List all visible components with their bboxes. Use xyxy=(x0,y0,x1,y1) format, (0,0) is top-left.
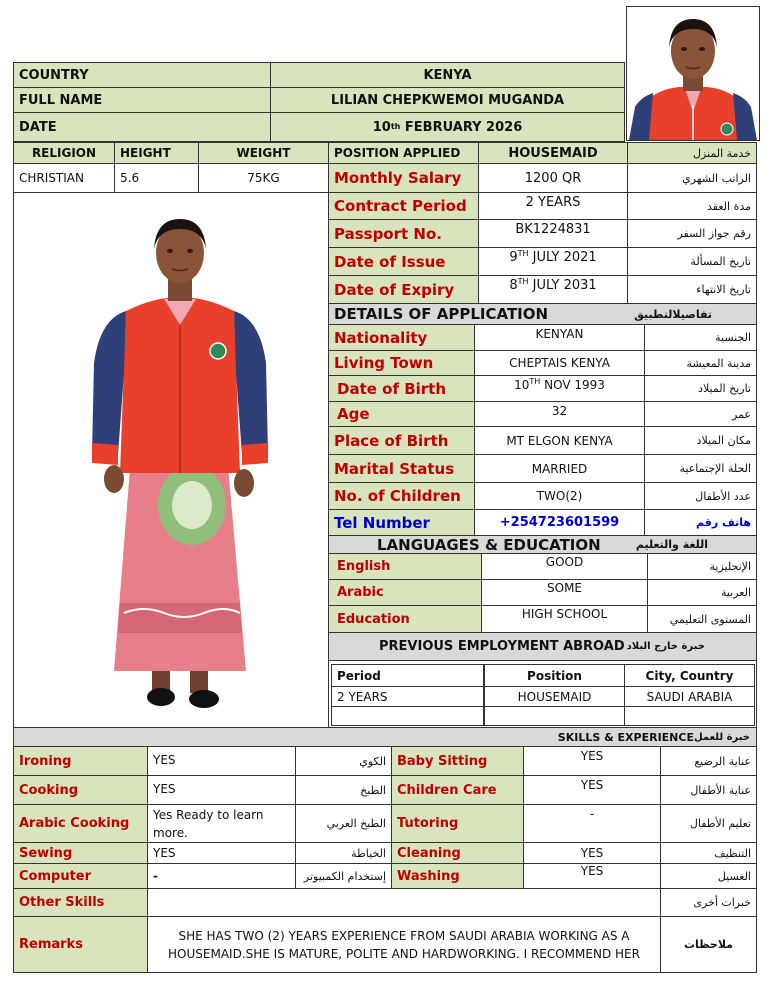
tel-arabic: هاتف رقم xyxy=(644,509,757,536)
marital-status-value: MARRIED xyxy=(474,454,645,483)
living-town-arabic: مدينة المعيشة xyxy=(644,350,757,376)
height-label: HEIGHT xyxy=(114,142,199,164)
date-rest: FEBRUARY 2026 xyxy=(400,119,523,135)
remarks-arabic: ملاحظات xyxy=(660,916,757,973)
skill-arabic-cooking-arabic: الطبخ العربي xyxy=(295,804,392,843)
weight-value: 75KG xyxy=(198,163,329,193)
skill-cooking-label: Cooking xyxy=(13,775,148,805)
employment-row-position: HOUSEMAID xyxy=(484,686,625,707)
issue-date-arabic: تاريخ المسألة xyxy=(627,247,757,276)
expiry-day: 8 xyxy=(509,278,518,293)
issue-day: 9 xyxy=(509,250,518,265)
languages-title xyxy=(328,535,757,554)
full-body-photo xyxy=(13,192,329,728)
employment-row-city: SAUDI ARABIA xyxy=(624,686,755,707)
arabic-value: SOME xyxy=(481,579,648,606)
marital-status-arabic: الحلة الإجتماعية xyxy=(644,454,757,483)
salary-arabic: الراتب الشهري xyxy=(627,163,757,193)
country-label: COUNTRY xyxy=(13,62,271,88)
issue-date-value xyxy=(478,247,628,276)
skill-washing-value: YES xyxy=(523,863,661,889)
skill-cleaning-label: Cleaning xyxy=(391,842,524,864)
employment-empty-cell xyxy=(484,706,625,726)
position-label: POSITION APPLIED xyxy=(328,142,479,164)
expiry-date-arabic: تاريخ الانتهاء xyxy=(627,275,757,304)
skill-ironing-arabic: الكوي xyxy=(295,746,392,776)
skill-sewing-value: YES xyxy=(147,842,296,864)
skill-computer-value: - xyxy=(147,863,296,889)
place-of-birth-label: Place of Birth xyxy=(328,426,475,455)
employment-title-text: PREVIOUS EMPLOYMENT ABROAD xyxy=(379,639,625,654)
passport-label: Passport No. xyxy=(328,219,479,248)
height-value: 5.6 xyxy=(114,163,199,193)
age-value: 32 xyxy=(474,401,645,427)
english-label: English xyxy=(328,553,482,580)
living-town-label: Living Town xyxy=(328,350,475,376)
skill-arabic-cooking-value: Yes Ready to learn more. xyxy=(147,804,296,843)
age-label: Age xyxy=(328,401,475,427)
employment-header-position: Position xyxy=(484,664,625,687)
expiry-sup: TH xyxy=(517,277,529,286)
contract-period-value: 2 YEARS xyxy=(478,192,628,220)
date-value xyxy=(270,112,625,142)
remarks-text: SHE HAS TWO (2) YEARS EXPERIENCE FROM SAUDI ARABIA WORKING AS A HOUSEMAID.SHE IS MATURE, POLITE AND HARDWORKING. I RECOMMEND HER xyxy=(147,916,661,973)
religion-value: CHRISTIAN xyxy=(13,163,115,193)
date-day: 10 xyxy=(372,119,391,135)
employment-title-arabic: خبرة خارج البلاد xyxy=(626,641,705,652)
skill-cooking-value: YES xyxy=(147,775,296,805)
salary-value: 1200 QR xyxy=(478,163,628,193)
employment-header-city: City, Country xyxy=(624,664,755,687)
employment-header-period: Period xyxy=(331,664,484,687)
skill-baby-sitting-arabic: عناية الرضيع xyxy=(660,746,757,776)
english-value: GOOD xyxy=(481,553,648,580)
skill-baby-sitting-label: Baby Sitting xyxy=(391,746,524,776)
salary-label: Monthly Salary xyxy=(328,163,479,193)
position-value: HOUSEMAID xyxy=(478,142,628,164)
skill-children-care-value: YES xyxy=(523,775,661,805)
age-arabic: عمر xyxy=(644,401,757,427)
skill-sewing-label: Sewing xyxy=(13,842,148,864)
other-skills-arabic: خبرات أخرى xyxy=(660,888,757,917)
skill-children-care-label: Children Care xyxy=(391,775,524,805)
other-skills-value xyxy=(147,888,661,917)
skill-sewing-arabic: الخياطة xyxy=(295,842,392,864)
expiry-rest: JULY 2031 xyxy=(528,278,597,293)
remarks-label: Remarks xyxy=(13,916,148,973)
employment-title xyxy=(328,632,757,661)
skill-cleaning-arabic: التنظيف xyxy=(660,842,757,864)
position-arabic: خدمة المنزل xyxy=(627,142,757,164)
dob-sup: TH xyxy=(529,377,541,386)
date-sup: th xyxy=(390,121,401,131)
skill-computer-arabic: إستخدام الكمبيوتر xyxy=(295,863,392,889)
tel-value[interactable]: +254723601599 xyxy=(474,509,645,536)
issue-rest: JULY 2021 xyxy=(528,250,597,265)
children-arabic: عدد الأطفال xyxy=(644,482,757,510)
employment-row-period: 2 YEARS xyxy=(331,686,484,707)
issue-sup: TH xyxy=(517,249,529,258)
living-town-value: CHEPTAIS KENYA xyxy=(474,350,645,376)
skill-ironing-value: YES xyxy=(147,746,296,776)
education-arabic: المستوى التعليمي xyxy=(647,605,757,633)
expiry-date-value xyxy=(478,275,628,304)
children-label: No. of Children xyxy=(328,482,475,510)
education-label: Education xyxy=(328,605,482,633)
dob-day: 10 xyxy=(514,378,530,392)
dob-rest: NOV 1993 xyxy=(540,378,605,392)
details-title xyxy=(328,303,757,325)
nationality-arabic: الجنسية xyxy=(644,324,757,351)
weight-label: WEIGHT xyxy=(198,142,329,164)
details-title-arabic: تفاصيلالتطبيق xyxy=(634,307,712,321)
skills-title xyxy=(13,727,757,747)
passport-photo xyxy=(626,6,760,141)
languages-title-text: LANGUAGES & EDUCATION xyxy=(377,535,601,554)
contract-period-label: Contract Period xyxy=(328,192,479,220)
skill-washing-label: Washing xyxy=(391,863,524,889)
skills-title-text: SKILLS & EXPERIENCE xyxy=(557,730,694,744)
employment-empty-cell xyxy=(624,706,755,726)
skill-children-care-arabic: عناية الأطفال xyxy=(660,775,757,805)
tel-label: Tel Number xyxy=(328,509,475,536)
skill-washing-arabic: الغسيل xyxy=(660,863,757,889)
passport-arabic: رقم جواز السفر xyxy=(627,219,757,248)
contract-period-arabic: مدة العقد xyxy=(627,192,757,220)
arabic-label: Arabic xyxy=(328,579,482,606)
skill-cleaning-value: YES xyxy=(523,842,661,864)
dob-label: Date of Birth xyxy=(328,375,475,402)
country-value: KENYA xyxy=(270,62,625,88)
skills-title-arabic: خبرة للعمل xyxy=(693,731,750,743)
issue-date-label: Date of Issue xyxy=(328,247,479,276)
education-value: HIGH SCHOOL xyxy=(481,605,648,633)
skill-tutoring-label: Tutoring xyxy=(391,804,524,843)
date-label: DATE xyxy=(13,112,271,142)
nationality-value: KENYAN xyxy=(474,324,645,351)
skill-cooking-arabic: الطبخ xyxy=(295,775,392,805)
fullname-label: FULL NAME xyxy=(13,87,271,113)
children-value: TWO(2) xyxy=(474,482,645,510)
skill-tutoring-arabic: تعليم الأطفال xyxy=(660,804,757,843)
english-arabic: الإنجليزية xyxy=(647,553,757,580)
skill-ironing-label: Ironing xyxy=(13,746,148,776)
skill-arabic-cooking-label: Arabic Cooking xyxy=(13,804,148,843)
employment-empty-cell xyxy=(331,706,484,726)
dob-arabic: تاريخ الميلاد xyxy=(644,375,757,402)
nationality-label: Nationality xyxy=(328,324,475,351)
other-skills-label: Other Skills xyxy=(13,888,148,917)
arabic-arabic: العربية xyxy=(647,579,757,606)
passport-value: BK1224831 xyxy=(478,219,628,248)
skill-baby-sitting-value: YES xyxy=(523,746,661,776)
dob-value xyxy=(474,375,645,402)
marital-status-label: Marital Status xyxy=(328,454,475,483)
skill-computer-label: Computer xyxy=(13,863,148,889)
skill-tutoring-value: - xyxy=(523,804,661,843)
place-of-birth-value: MT ELGON KENYA xyxy=(474,426,645,455)
place-of-birth-arabic: مكان الميلاد xyxy=(644,426,757,455)
fullname-value: LILIAN CHEPKWEMOI MUGANDA xyxy=(270,87,625,113)
expiry-date-label: Date of Expiry xyxy=(328,275,479,304)
details-title-text: DETAILS OF APPLICATION xyxy=(334,305,549,323)
religion-label: RELIGION xyxy=(13,142,115,164)
languages-title-arabic: اللغة والتعليم xyxy=(635,538,708,551)
